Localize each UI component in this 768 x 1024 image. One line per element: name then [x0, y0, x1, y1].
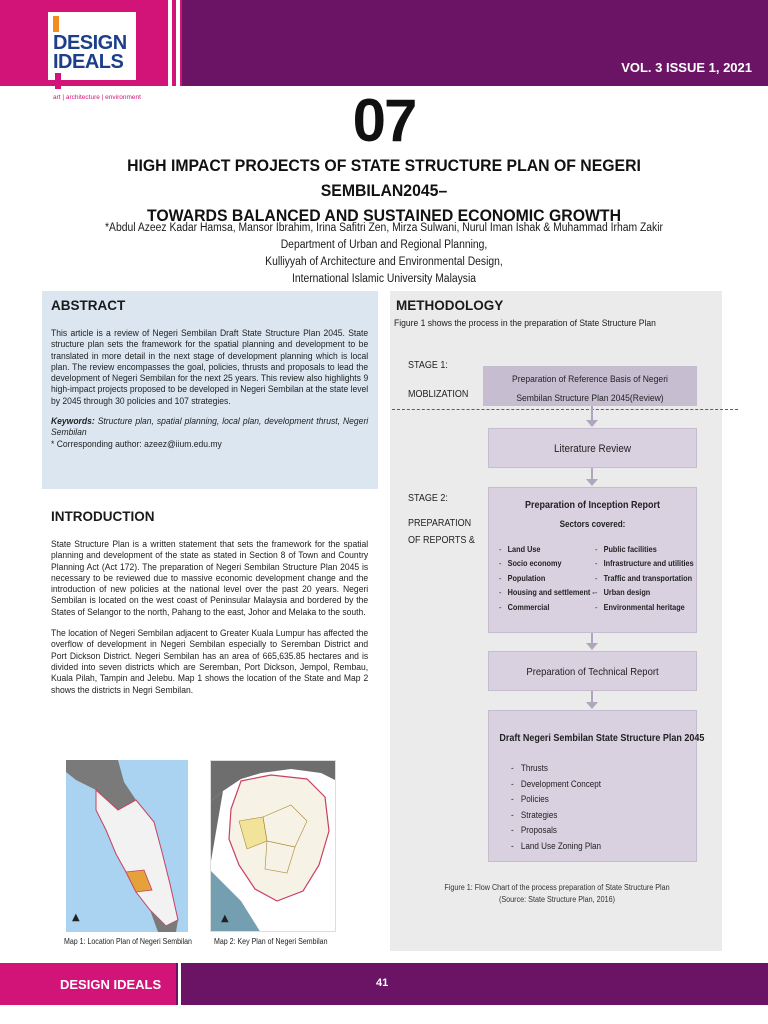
affiliation-department: Department of Urban and Regional Planning, — [280, 239, 488, 251]
journal-logo — [48, 12, 141, 101]
key-plan-map-image — [210, 760, 336, 932]
logo-line-1: DESIGN — [53, 32, 127, 54]
affiliation-kulliyyah: Kulliyyah of Architecture and Environmental Design, — [265, 256, 503, 268]
footer-brand: DESIGN IDEALS — [60, 977, 162, 992]
literature-review-label: Literature Review — [553, 443, 632, 455]
author-block — [30, 220, 738, 288]
sector-item: - Socio economy — [499, 556, 595, 570]
peninsular-malaysia-map — [66, 760, 188, 932]
location-map-image — [66, 760, 188, 932]
authors: *Abdul Azeez Kadar Hamsa, Mansor Ibrahim, Irina Safitri Zen, Mirza Sulwani, Nurul Iman Ishak & Muhammad Irham Zakir — [105, 222, 663, 234]
logo-line-2: IDEALS — [53, 51, 124, 73]
stage-divider — [392, 409, 738, 410]
article-title — [64, 153, 704, 228]
abstract-section — [42, 291, 378, 489]
affiliation-university: International Islamic University Malaysia — [291, 273, 477, 285]
draft-item: - Policies — [511, 792, 601, 808]
logo-tagline: art | architecture | environment — [53, 94, 141, 101]
sector-item: - Infrastructure and utilities — [595, 556, 694, 570]
introduction-paragraph: The location of Negeri Sembilan adjacent to Greater Kuala Lumpur has affected the overflow of development in Negeri Sembilan especially to Seremban District and Port Dickson District. Negeri Sembilan has an area of 665,635.85 hectares and is divided into seven districts which are Seremban, Port Dickson, Jempol, Rembau, Kuala Pilah, Tampin and Jelebu. Map 1 shows the location of the State and Map 2 shows the districts in Negri Sembilan. — [51, 628, 369, 695]
flow-box-reference-basis — [483, 366, 697, 406]
flow-arrow — [591, 406, 593, 420]
sector-item: - Environmental heritage — [595, 600, 694, 614]
sector-item: - Public facilities — [595, 542, 694, 556]
sectors-list-right — [595, 542, 694, 614]
arrow-down-icon — [586, 702, 598, 709]
inception-report-label: Preparation of Inception Report — [524, 500, 660, 511]
stage2-name-continued: OF REPORTS & — [408, 535, 475, 546]
introduction-heading: INTRODUCTION — [51, 509, 155, 524]
flow-box-draft-plan — [488, 710, 705, 862]
reference-basis-line-2: Sembilan Structure Plan 2045(Review) — [516, 393, 664, 404]
volume-label: VOL. 3 ISSUE 1, 2021 — [621, 60, 752, 75]
sector-item: - Population — [499, 571, 595, 585]
keywords-text: Structure plan, spatial planning, local plan, development thrust, Negeri Sembilan — [51, 416, 369, 438]
sector-item: - Traffic and transportation — [595, 571, 694, 585]
corresponding-author: * Corresponding author: azeez@iium.edu.my — [51, 438, 222, 449]
flow-box-inception-report — [488, 487, 697, 633]
draft-item: - Proposals — [511, 823, 601, 839]
stage1-name: MOBLIZATION — [408, 389, 469, 400]
technical-report-label: Preparation of Technical Report — [526, 666, 659, 678]
north-arrow-icon: ▲ — [221, 913, 229, 924]
methodology-intro: Figure 1 shows the process in the preparation of State Structure Plan — [394, 318, 656, 329]
article-title-line-1: HIGH IMPACT PROJECTS OF STATE STRUCTURE PLAN OF NEGERI SEMBILAN2045– — [127, 156, 641, 200]
negeri-sembilan-map — [211, 761, 336, 932]
draft-item: - Land Use Zoning Plan — [511, 839, 601, 855]
draft-item: - Development Concept — [511, 777, 601, 793]
abstract-text: This article is a review of Negeri Sembilan Draft State Structure Plan 2045. State structure plan sets the framework for the spatial planning and development to be translated in more detail in the next stage of development planning which is local plan. The review encompasses the goal, policies, thrusts and proposals to lead the development of Negeri Sembilan for the next 25 years. This review also highlights 9 high-impact projects proposed to be developed in Negeri Sembilan at the state level by 2045 through 30 policies and 107 strategies. — [51, 328, 369, 406]
arrow-down-icon — [586, 479, 598, 486]
sector-item: - Land Use — [499, 542, 595, 556]
stage2-label: STAGE 2: — [408, 493, 448, 504]
header-stripe — [176, 0, 180, 86]
header-stripe — [168, 0, 172, 86]
article-title-line-2: TOWARDS BALANCED AND SUSTAINED ECONOMIC GROWTH — [146, 206, 622, 225]
flow-box-technical-report — [488, 651, 697, 691]
reference-basis-line-1: Preparation of Reference Basis of Negeri — [512, 374, 668, 385]
flow-box-literature-review — [488, 428, 697, 468]
introduction-paragraph: State Structure Plan is a written statement that sets the framework for the spatial planning and development of the state as stated in Section 8 of Town and Country Planning Act (Act 172). The preparation of Negeri Sembilan Structure Plan 2045 is necessary to be reviewed due to massive economic development change and the introduction of new policies at the national level over the past 20 years. Negeri Sembilan is located on the west coast of Peninsular Malaysia and bordered by the States of Selangor to the north, Pahang to the east, Johor and Melaka to the south. — [51, 539, 369, 617]
figure-caption — [396, 882, 718, 906]
stage1-label: STAGE 1: — [408, 360, 448, 371]
draft-item: - Thrusts — [511, 761, 601, 777]
draft-item: - Strategies — [511, 808, 601, 824]
sector-item: - Housing and settlement - — [499, 585, 595, 599]
stage2-name: PREPARATION — [408, 518, 472, 529]
sector-item: - Commercial — [499, 600, 595, 614]
arrow-down-icon — [586, 643, 598, 650]
figure-caption-source: (Source: State Structure Plan, 2016) — [498, 895, 616, 904]
footer-stripe — [178, 963, 181, 1005]
page-number: 41 — [376, 977, 389, 989]
map1-caption: Map 1: Location Plan of Negeri Sembilan — [64, 937, 192, 946]
north-arrow-icon: ▲ — [72, 912, 80, 923]
keywords-label: Keywords: — [51, 416, 95, 427]
keywords — [51, 416, 368, 439]
sectors-title: Sectors covered: — [559, 519, 626, 529]
map2-caption: Map 2: Key Plan of Negeri Sembilan — [214, 937, 328, 946]
arrow-down-icon — [586, 420, 598, 427]
draft-plan-items — [511, 761, 601, 855]
abstract-heading: ABSTRACT — [51, 298, 126, 313]
figure-caption-title: Figure 1: Flow Chart of the process preparation of State Structure Plan — [444, 883, 670, 892]
sector-item: - Urban design — [595, 585, 694, 599]
sectors-list-left — [499, 542, 595, 614]
draft-plan-label: Draft Negeri Sembilan State Structure Plan 2045 — [499, 733, 705, 744]
article-number: 07 — [352, 87, 416, 154]
methodology-heading: METHODOLOGY — [396, 298, 504, 313]
